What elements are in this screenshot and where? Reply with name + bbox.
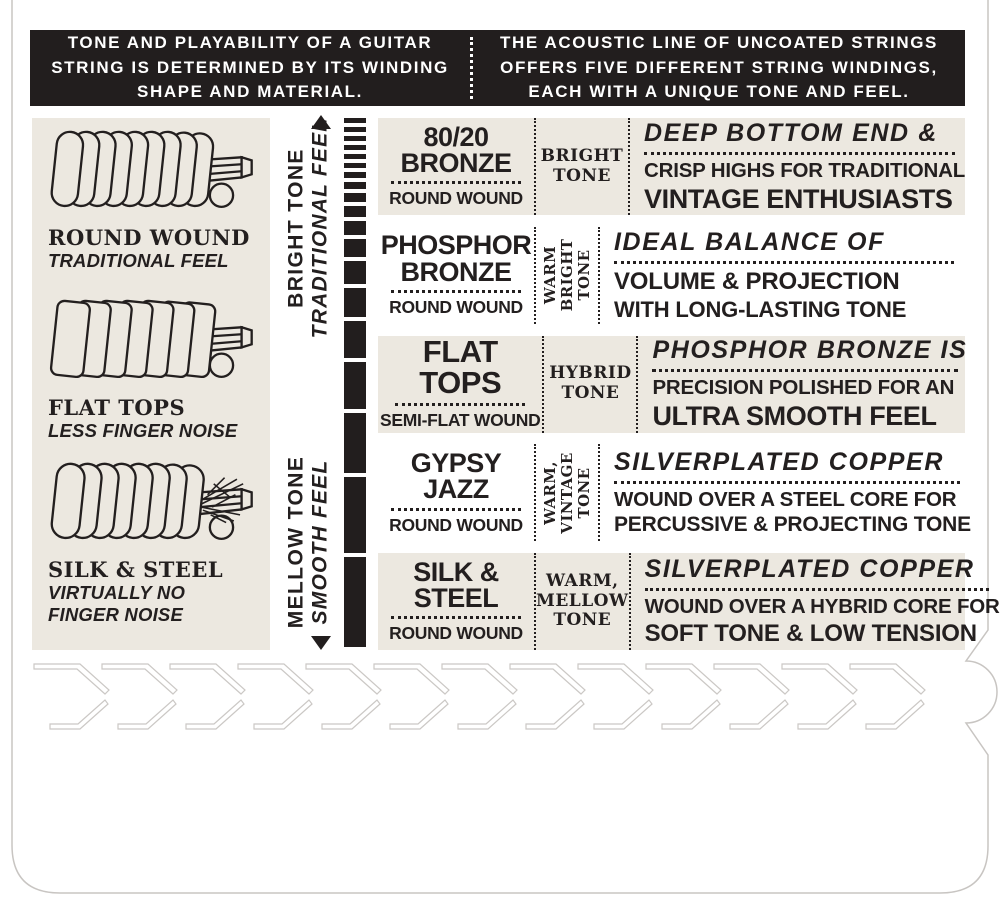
tone-cell [534, 444, 600, 541]
perforation-cut [50, 700, 108, 729]
perforation-cut [458, 700, 516, 729]
figure-round-wound [48, 128, 260, 272]
tone-label: WARM BRIGHT TONE [540, 238, 593, 312]
string-types-list [378, 118, 1000, 650]
string-row-gypsy-jazz [378, 444, 971, 541]
tone-cell: BRIGHT TONE [534, 118, 630, 215]
perforation-cut [102, 664, 177, 694]
perforation-cut [374, 664, 449, 694]
scale-segment [344, 557, 366, 647]
string-row-flat-tops [378, 334, 968, 433]
scale-segment [344, 206, 366, 217]
winding-types-panel [32, 118, 270, 650]
perforation-cut [662, 700, 720, 729]
scale-segment [344, 221, 366, 235]
tone-cell: HYBRID TONE [542, 336, 638, 433]
scale-segment [344, 193, 366, 202]
string-name-cell: GYPSY JAZZ ROUND WOUND [389, 447, 523, 535]
tone-scale-bar [344, 118, 366, 651]
perforation-cut [390, 700, 448, 729]
scale-segment [344, 413, 366, 473]
dotted-rule [652, 369, 958, 372]
perforation-cut [594, 700, 652, 729]
perforation-cut [714, 664, 789, 694]
perforation-cut [646, 664, 721, 694]
figure-flat-tops [48, 298, 260, 442]
scale-segment [344, 288, 366, 317]
scale-segment [344, 163, 366, 168]
scale-segment [344, 362, 366, 409]
description-cell: DEEP BOTTOM END & CRISP HIGHS FOR TRADITIONAL VINTAGE ENTHUSIASTS [644, 118, 966, 214]
header-banner [30, 30, 965, 106]
figure-title: FLAT TOPS [48, 395, 186, 420]
flat-tops-illustration [48, 298, 254, 386]
dotted-rule [395, 403, 525, 406]
tone-cell [534, 227, 600, 324]
scale-segment [344, 321, 366, 358]
scale-segment [344, 261, 366, 284]
perforation-cut [238, 664, 313, 694]
perforation-cut [322, 700, 380, 729]
string-row-silk-and-steel [378, 553, 1000, 650]
perforation-cut [442, 664, 517, 694]
figure-subtitle: VIRTUALLY NO FINGER NOISE [48, 582, 186, 625]
string-row-phosphor-bronze [378, 227, 965, 324]
dotted-rule [391, 508, 521, 511]
scale-segment [344, 127, 366, 132]
perforation-cut [254, 700, 312, 729]
description-cell: PHOSPHOR BRONZE IS PRECISION POLISHED FOR AN ULTRA SMOOTH FEEL [652, 336, 968, 431]
dotted-rule [614, 481, 960, 484]
perforation-cut [798, 700, 856, 729]
figure-silk-and-steel [48, 460, 260, 626]
string-name-cell: SILK & STEEL ROUND WOUND [389, 556, 523, 644]
figure-subtitle: LESS FINGER NOISE [48, 420, 238, 441]
string-name-cell: FLAT TOPS SEMI-FLAT WOUND [380, 334, 541, 430]
perforation-cut [186, 700, 244, 729]
perforation-cut [578, 664, 653, 694]
scale-segment [344, 239, 366, 257]
perforation-cut [510, 664, 585, 694]
banner-left-text: TONE AND PLAYABILITY OF A GUITAR STRING IS DETERMINED BY ITS WINDING SHAPE AND MATERIAL. [51, 33, 449, 102]
tone-label: WARM, VINTAGE TONE [540, 452, 593, 534]
figure-subtitle: TRADITIONAL FEEL [48, 250, 229, 271]
dotted-rule [614, 261, 954, 264]
banner-right-text: THE ACOUSTIC LINE OF UNCOATED STRINGS OFFERS FIVE DIFFERENT STRING WINDINGS, EACH WITH A UNIQUE TONE AND FEEL. [500, 33, 938, 102]
scale-segment [344, 145, 366, 150]
scale-segment [344, 182, 366, 189]
scale-segment [344, 477, 366, 553]
scale-label-mellow: MELLOW TONE SMOOTH FEEL [284, 455, 331, 629]
perforation-cut [866, 700, 924, 729]
string-name-cell: PHOSPHOR BRONZE ROUND WOUND [380, 230, 532, 318]
perforation-cut [34, 664, 109, 694]
round-wound-illustration [48, 128, 254, 216]
perforation-cut [118, 700, 176, 729]
description-cell: IDEAL BALANCE OF VOLUME & PROJECTION WITH LONG-LASTING TONE [600, 227, 965, 324]
perforation-pattern [34, 664, 925, 729]
dotted-rule [645, 588, 989, 591]
figure-title: SILK & STEEL [48, 557, 224, 582]
scale-segment [344, 154, 366, 159]
figure-title: ROUND WOUND [48, 225, 250, 250]
perforation-cut [782, 664, 857, 694]
down-arrow-icon [311, 636, 331, 650]
dotted-rule [391, 181, 521, 184]
silk-and-steel-illustration [48, 460, 254, 548]
perforation-cut [730, 700, 788, 729]
perforation-cut [850, 664, 925, 694]
dotted-rule [391, 290, 521, 293]
scale-segment [344, 136, 366, 141]
string-name-cell: 80/20 BRONZE ROUND WOUND [389, 121, 523, 209]
perforation-cut [306, 664, 381, 694]
dotted-rule [391, 616, 521, 619]
description-cell: SILVERPLATED COPPER WOUND OVER A STEEL CORE FOR PERCUSSIVE & PROJECTING TONE [614, 448, 971, 537]
scale-segment [344, 172, 366, 178]
scale-label-bright: BRIGHT TONE TRADITIONAL FEEL [284, 117, 331, 339]
scale-segment [344, 118, 366, 123]
description-cell: SILVERPLATED COPPER WOUND OVER A HYBRID CORE FOR SOFT TONE & LOW TENSION [644, 555, 1000, 647]
tone-cell: WARM, MELLOW TONE [534, 553, 631, 650]
perforation-cut [170, 664, 245, 694]
perforation-cut [526, 700, 584, 729]
dotted-rule [644, 152, 955, 155]
string-row-8020-bronze [378, 118, 965, 215]
